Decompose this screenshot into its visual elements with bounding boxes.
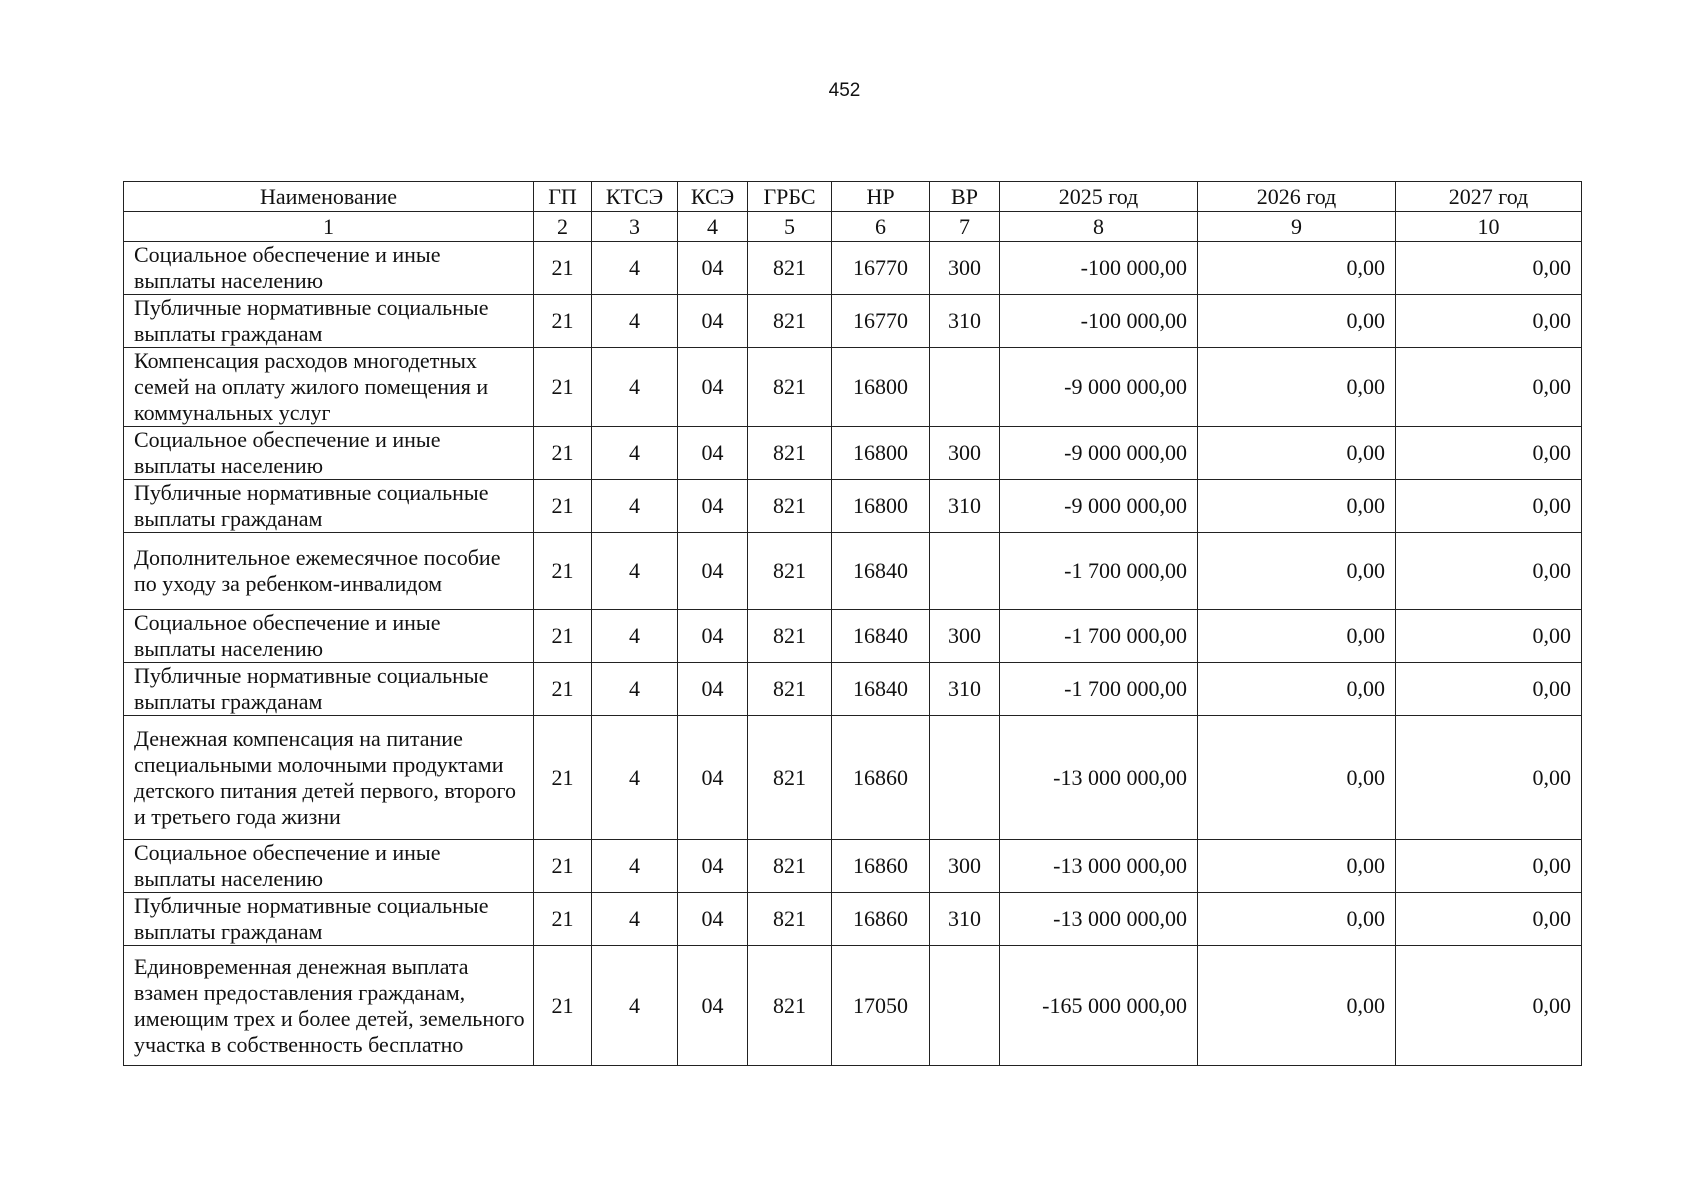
table-body	[124, 242, 1582, 1066]
row-amount-2026-cell: 0,00	[1198, 663, 1396, 716]
row-ktse-cell: 4	[592, 610, 678, 663]
row-amount-2027-cell: 0,00	[1396, 893, 1582, 946]
row-kse-cell: 04	[678, 242, 748, 295]
row-name-cell: Единовременная денежная выплата взамен предоставления гражданам, имеющим трех и более детей, земельного участка в собственность бесплатно	[124, 946, 534, 1066]
row-name-cell: Публичные нормативные социальные выплаты гражданам	[124, 295, 534, 348]
row-gp-cell: 21	[534, 610, 592, 663]
table-row	[124, 946, 1582, 1066]
header-2026: 2026 год	[1198, 182, 1396, 212]
row-gp-cell: 21	[534, 427, 592, 480]
row-ktse-cell: 4	[592, 716, 678, 840]
row-ktse-cell: 4	[592, 480, 678, 533]
row-vr-cell	[930, 348, 1000, 427]
row-amount-2027-cell: 0,00	[1396, 242, 1582, 295]
row-grbs-cell: 821	[748, 427, 832, 480]
row-amount-2025-cell: -1 700 000,00	[1000, 610, 1198, 663]
row-grbs-cell: 821	[748, 348, 832, 427]
row-amount-2027-cell: 0,00	[1396, 946, 1582, 1066]
table-row	[124, 348, 1582, 427]
row-name-cell: Социальное обеспечение и иные выплаты населению	[124, 610, 534, 663]
row-amount-2027-cell: 0,00	[1396, 348, 1582, 427]
column-number: 1	[124, 212, 534, 242]
row-amount-2025-cell: -9 000 000,00	[1000, 427, 1198, 480]
column-number: 8	[1000, 212, 1198, 242]
table-row	[124, 893, 1582, 946]
row-name-cell: Публичные нормативные социальные выплаты гражданам	[124, 480, 534, 533]
row-kse-cell: 04	[678, 533, 748, 610]
table-row	[124, 716, 1582, 840]
row-gp-cell: 21	[534, 893, 592, 946]
row-amount-2026-cell: 0,00	[1198, 348, 1396, 427]
row-ktse-cell: 4	[592, 946, 678, 1066]
column-number-row	[124, 212, 1582, 242]
row-vr-cell: 310	[930, 893, 1000, 946]
row-amount-2025-cell: -100 000,00	[1000, 295, 1198, 348]
row-grbs-cell: 821	[748, 716, 832, 840]
row-vr-cell: 300	[930, 242, 1000, 295]
column-number: 3	[592, 212, 678, 242]
row-amount-2025-cell: -9 000 000,00	[1000, 480, 1198, 533]
row-gp-cell: 21	[534, 348, 592, 427]
row-grbs-cell: 821	[748, 840, 832, 893]
row-amount-2026-cell: 0,00	[1198, 946, 1396, 1066]
row-kse-cell: 04	[678, 610, 748, 663]
budget-table	[123, 181, 1582, 1066]
row-amount-2027-cell: 0,00	[1396, 480, 1582, 533]
row-nr-cell: 16840	[832, 663, 930, 716]
row-amount-2025-cell: -100 000,00	[1000, 242, 1198, 295]
row-ktse-cell: 4	[592, 533, 678, 610]
header-gp: ГП	[534, 182, 592, 212]
page-number: 452	[828, 80, 861, 101]
row-nr-cell: 16860	[832, 716, 930, 840]
column-number: 2	[534, 212, 592, 242]
row-nr-cell: 16860	[832, 840, 930, 893]
row-grbs-cell: 821	[748, 533, 832, 610]
row-nr-cell: 16770	[832, 295, 930, 348]
row-vr-cell: 310	[930, 663, 1000, 716]
row-grbs-cell: 821	[748, 946, 832, 1066]
row-amount-2027-cell: 0,00	[1396, 427, 1582, 480]
row-grbs-cell: 821	[748, 480, 832, 533]
row-name-cell: Денежная компенсация на питание специальными молочными продуктами детского питания детей первого, второго и третьего года жизни	[124, 716, 534, 840]
row-vr-cell	[930, 716, 1000, 840]
row-vr-cell: 310	[930, 480, 1000, 533]
row-amount-2025-cell: -9 000 000,00	[1000, 348, 1198, 427]
row-vr-cell	[930, 533, 1000, 610]
row-ktse-cell: 4	[592, 427, 678, 480]
row-name-cell: Публичные нормативные социальные выплаты гражданам	[124, 663, 534, 716]
row-amount-2025-cell: -165 000 000,00	[1000, 946, 1198, 1066]
row-gp-cell: 21	[534, 663, 592, 716]
row-amount-2027-cell: 0,00	[1396, 295, 1582, 348]
header-grbs: ГРБС	[748, 182, 832, 212]
row-ktse-cell: 4	[592, 663, 678, 716]
header-2027: 2027 год	[1396, 182, 1582, 212]
row-vr-cell	[930, 946, 1000, 1066]
row-kse-cell: 04	[678, 663, 748, 716]
row-kse-cell: 04	[678, 840, 748, 893]
row-grbs-cell: 821	[748, 663, 832, 716]
table-row	[124, 242, 1582, 295]
header-kse: КСЭ	[678, 182, 748, 212]
row-kse-cell: 04	[678, 348, 748, 427]
row-amount-2025-cell: -13 000 000,00	[1000, 840, 1198, 893]
row-vr-cell: 310	[930, 295, 1000, 348]
header-ktse: КТСЭ	[592, 182, 678, 212]
row-amount-2026-cell: 0,00	[1198, 893, 1396, 946]
row-kse-cell: 04	[678, 893, 748, 946]
table-row	[124, 533, 1582, 610]
row-name-cell: Компенсация расходов многодетных семей на оплату жилого помещения и коммунальных услуг	[124, 348, 534, 427]
table-row	[124, 610, 1582, 663]
row-amount-2027-cell: 0,00	[1396, 533, 1582, 610]
table-row	[124, 663, 1582, 716]
header-nr: НР	[832, 182, 930, 212]
row-nr-cell: 16840	[832, 610, 930, 663]
row-nr-cell: 16770	[832, 242, 930, 295]
row-amount-2025-cell: -13 000 000,00	[1000, 716, 1198, 840]
row-gp-cell: 21	[534, 533, 592, 610]
row-kse-cell: 04	[678, 716, 748, 840]
row-name-cell: Публичные нормативные социальные выплаты гражданам	[124, 893, 534, 946]
row-name-cell: Социальное обеспечение и иные выплаты населению	[124, 242, 534, 295]
row-amount-2026-cell: 0,00	[1198, 716, 1396, 840]
row-ktse-cell: 4	[592, 840, 678, 893]
row-kse-cell: 04	[678, 295, 748, 348]
row-amount-2027-cell: 0,00	[1396, 663, 1582, 716]
row-amount-2027-cell: 0,00	[1396, 840, 1582, 893]
row-amount-2025-cell: -13 000 000,00	[1000, 893, 1198, 946]
column-number: 7	[930, 212, 1000, 242]
row-gp-cell: 21	[534, 242, 592, 295]
row-vr-cell: 300	[930, 840, 1000, 893]
row-nr-cell: 16800	[832, 480, 930, 533]
row-gp-cell: 21	[534, 716, 592, 840]
column-number: 6	[832, 212, 930, 242]
row-nr-cell: 17050	[832, 946, 930, 1066]
row-amount-2026-cell: 0,00	[1198, 295, 1396, 348]
row-name-cell: Социальное обеспечение и иные выплаты населению	[124, 427, 534, 480]
row-amount-2026-cell: 0,00	[1198, 242, 1396, 295]
header-name: Наименование	[124, 182, 534, 212]
row-name-cell: Дополнительное ежемесячное пособие по уходу за ребенком-инвалидом	[124, 533, 534, 610]
row-gp-cell: 21	[534, 295, 592, 348]
row-nr-cell: 16840	[832, 533, 930, 610]
row-gp-cell: 21	[534, 480, 592, 533]
row-amount-2027-cell: 0,00	[1396, 716, 1582, 840]
row-nr-cell: 16800	[832, 427, 930, 480]
row-amount-2026-cell: 0,00	[1198, 480, 1396, 533]
table-row	[124, 840, 1582, 893]
row-ktse-cell: 4	[592, 348, 678, 427]
column-number: 5	[748, 212, 832, 242]
column-number: 10	[1396, 212, 1582, 242]
column-number: 4	[678, 212, 748, 242]
row-kse-cell: 04	[678, 427, 748, 480]
row-amount-2027-cell: 0,00	[1396, 610, 1582, 663]
row-amount-2026-cell: 0,00	[1198, 533, 1396, 610]
row-gp-cell: 21	[534, 946, 592, 1066]
row-name-cell: Социальное обеспечение и иные выплаты населению	[124, 840, 534, 893]
header-vr: ВР	[930, 182, 1000, 212]
table-row	[124, 295, 1582, 348]
row-ktse-cell: 4	[592, 295, 678, 348]
row-nr-cell: 16860	[832, 893, 930, 946]
row-amount-2026-cell: 0,00	[1198, 610, 1396, 663]
row-amount-2025-cell: -1 700 000,00	[1000, 663, 1198, 716]
header-row	[124, 182, 1582, 212]
row-grbs-cell: 821	[748, 610, 832, 663]
row-grbs-cell: 821	[748, 242, 832, 295]
row-nr-cell: 16800	[832, 348, 930, 427]
row-vr-cell: 300	[930, 610, 1000, 663]
row-grbs-cell: 821	[748, 295, 832, 348]
row-amount-2026-cell: 0,00	[1198, 840, 1396, 893]
row-grbs-cell: 821	[748, 893, 832, 946]
row-ktse-cell: 4	[592, 893, 678, 946]
column-number: 9	[1198, 212, 1396, 242]
row-amount-2026-cell: 0,00	[1198, 427, 1396, 480]
row-amount-2025-cell: -1 700 000,00	[1000, 533, 1198, 610]
row-vr-cell: 300	[930, 427, 1000, 480]
table-row	[124, 427, 1582, 480]
table-row	[124, 480, 1582, 533]
row-ktse-cell: 4	[592, 242, 678, 295]
row-kse-cell: 04	[678, 480, 748, 533]
header-2025: 2025 год	[1000, 182, 1198, 212]
row-gp-cell: 21	[534, 840, 592, 893]
row-kse-cell: 04	[678, 946, 748, 1066]
